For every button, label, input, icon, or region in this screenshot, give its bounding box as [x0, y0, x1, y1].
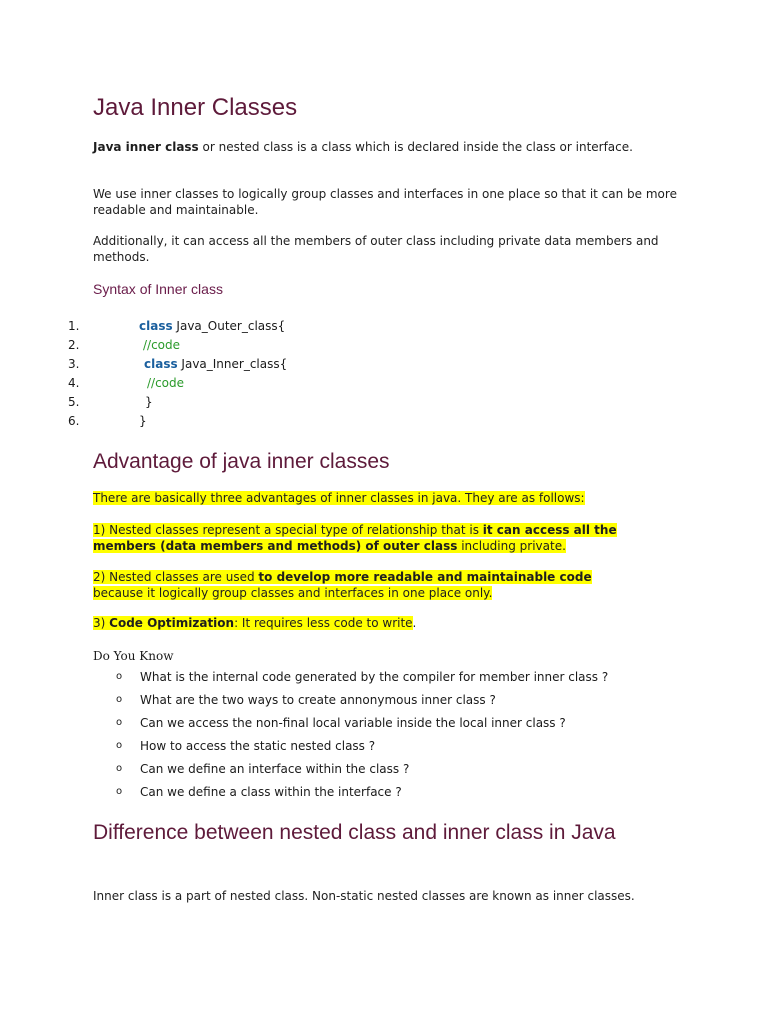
list-item — [0, 669, 700, 692]
code-keyword: class — [144, 357, 178, 371]
bullet-marker: o — [116, 786, 123, 797]
code-identifier: Java_Inner_class{ — [177, 357, 288, 371]
advantage-1 — [93, 522, 668, 554]
advantages-intro — [93, 490, 678, 506]
list-item — [0, 715, 700, 738]
intro-paragraph-3: Additionally, it can access all the members of outer class including private data members and methods. — [93, 234, 659, 264]
advantage-text: because it logically group classes and interfaces in one place only. — [93, 586, 493, 600]
highlighted-text — [93, 523, 617, 553]
bullet-marker: o — [116, 671, 123, 682]
advantage-3 — [93, 615, 678, 631]
list-item-text: Can we define an interface within the class ? — [140, 762, 410, 776]
list-item — [0, 738, 700, 761]
advantage-2 — [93, 569, 593, 601]
syntax-heading: Syntax of Inner class — [93, 281, 223, 297]
list-item — [0, 692, 700, 715]
do-you-know-heading: Do You Know — [93, 649, 174, 663]
code-line — [0, 336, 500, 355]
bullet-marker: o — [116, 740, 123, 751]
page-title: Java Inner Classes — [93, 94, 298, 121]
advantage-text: . — [412, 616, 417, 630]
bullet-marker: o — [116, 694, 123, 705]
advantage-text: : It requires less code to write — [234, 616, 413, 630]
line-number: 6. — [68, 414, 80, 428]
line-number: 4. — [68, 376, 80, 390]
code-text — [139, 317, 285, 336]
line-number: 5. — [68, 395, 80, 409]
highlighted-text — [93, 570, 592, 600]
code-line — [0, 355, 500, 374]
bullet-marker: o — [116, 717, 123, 728]
code-line — [0, 393, 500, 412]
line-number: 3. — [68, 357, 80, 371]
advantage-text: 2) Nested classes are used — [93, 570, 259, 584]
code-line — [0, 317, 500, 336]
code-brace: } — [139, 414, 147, 428]
advantage-bold: Code Optimization — [109, 616, 235, 630]
list-item-text: How to access the static nested class ? — [140, 739, 376, 753]
intro-bold-term: Java inner class — [93, 140, 199, 154]
advantages-heading: Advantage of java inner classes — [93, 450, 390, 473]
code-comment: //code — [147, 376, 185, 390]
intro-paragraph-1 — [93, 139, 678, 155]
difference-heading: Difference between nested class and inner class in Java — [93, 821, 616, 844]
line-number: 1. — [68, 319, 80, 333]
list-item-text: What is the internal code generated by the compiler for member inner class ? — [140, 670, 609, 684]
advantage-text: including private. — [457, 539, 566, 553]
line-number: 2. — [68, 338, 80, 352]
code-identifier: Java_Outer_class{ — [172, 319, 286, 333]
code-text — [144, 355, 287, 374]
advantage-bold: it can access all the members (data members and methods) of outer class — [93, 523, 617, 553]
code-line — [0, 374, 500, 393]
advantage-text: 1) Nested classes represent a special type of relationship that is — [93, 523, 483, 537]
difference-paragraph: Inner class is a part of nested class. Non-static nested classes are known as inner classes. — [93, 889, 635, 903]
intro-text: or nested class is a class which is declared inside the class or interface. — [198, 140, 633, 154]
list-item-text: What are the two ways to create annonymous inner class ? — [140, 693, 496, 707]
list-item — [0, 761, 700, 784]
highlighted-text: There are basically three advantages of inner classes in java. They are as follows: — [93, 491, 585, 505]
code-brace: } — [145, 395, 153, 409]
list-item-text: Can we access the non-final local variable inside the local inner class ? — [140, 716, 566, 730]
advantage-bold: to develop more readable and maintainable code — [258, 570, 592, 584]
code-comment: //code — [143, 338, 181, 352]
code-keyword: class — [139, 319, 173, 333]
list-item — [0, 784, 700, 807]
intro-paragraph-2: We use inner classes to logically group classes and interfaces in one place so that it can be more readable and maintainable. — [93, 187, 677, 217]
highlighted-text — [93, 616, 413, 630]
list-item-text: Can we define a class within the interface ? — [140, 785, 402, 799]
bullet-marker: o — [116, 763, 123, 774]
advantage-text: 3) — [93, 616, 110, 630]
code-line — [0, 412, 500, 431]
